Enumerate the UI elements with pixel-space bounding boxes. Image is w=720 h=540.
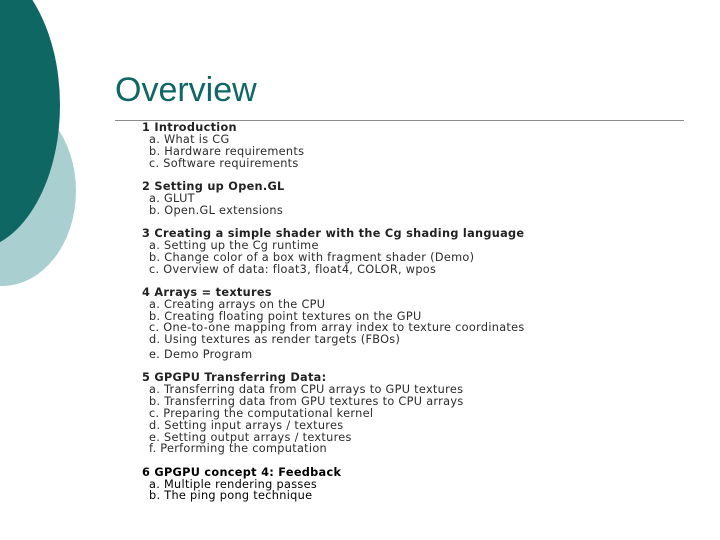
list-item: c. Software requirements [149, 156, 299, 170]
section-introduction [142, 122, 702, 169]
list-item: a. Transferring data from CPU arrays to GPU textures [149, 383, 464, 397]
section-transferring-data [142, 372, 702, 455]
section-heading: 3 Creating a simple shader with the Cg shading language [142, 226, 525, 240]
list-item: a. What is CG [149, 133, 230, 146]
list-item: c. One-to-one mapping from array index to texture coordinates [149, 321, 525, 335]
list-item: b. Hardware requirements [149, 144, 305, 158]
list-item: f. Performing the computation [149, 442, 328, 456]
slide-title: Overview [115, 71, 257, 109]
section-opengl [142, 181, 702, 217]
section-heading: 1 Introduction [142, 121, 237, 134]
list-item: b. Creating floating point textures on the GPU [149, 309, 422, 323]
list-item: d. Using textures as render targets (FBOs) [149, 333, 401, 347]
list-item: e. Demo Program [149, 348, 253, 362]
section-heading: 5 GPGPU Transferring Data: [142, 371, 327, 385]
section-feedback [142, 467, 702, 503]
list-item: a. Multiple rendering passes [149, 477, 318, 491]
list-item: b. The ping pong technique [149, 489, 313, 503]
list-item: b. Change color of a box with fragment shader (Demo) [149, 250, 475, 264]
list-item: c. Preparing the computational kernel [149, 406, 374, 420]
list-item: a. GLUT [149, 191, 195, 205]
list-item: b. Transferring data from GPU textures to CPU arrays [149, 395, 464, 409]
list-item: b. Open.GL extensions [149, 203, 284, 217]
section-arrays-textures [142, 287, 702, 361]
section-heading: 4 Arrays = textures [142, 285, 272, 299]
section-shader [142, 228, 702, 275]
list-item: e. Setting output arrays / textures [149, 430, 352, 444]
section-heading: 2 Setting up Open.GL [142, 179, 285, 193]
list-item: c. Overview of data: float3, float4, COLOR, wpos [149, 262, 437, 276]
list-item: a. Creating arrays on the CPU [149, 297, 326, 311]
outline-list [142, 122, 702, 514]
list-item: d. Setting input arrays / textures [149, 418, 344, 432]
section-heading: 6 GPGPU concept 4: Feedback [142, 465, 342, 479]
list-item: a. Setting up the Cg runtime [149, 238, 319, 252]
